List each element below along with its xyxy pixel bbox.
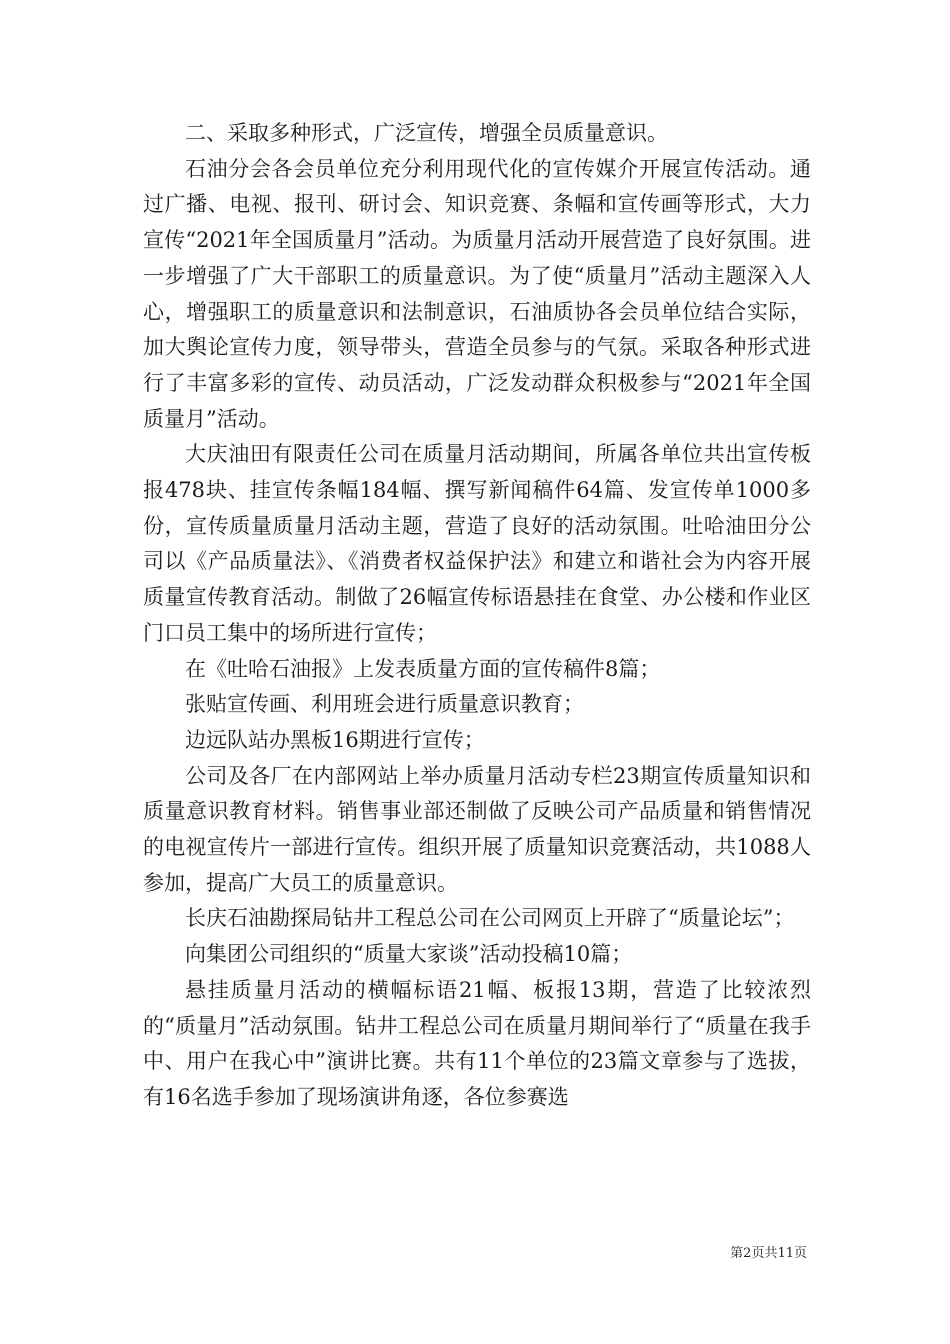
body-paragraph: 张贴宣传画、利用班会进行质量意识教育； [185, 692, 584, 717]
document-body [143, 116, 811, 1116]
section-heading: 二、采取多种形式，广泛宣传，增强全员质量意识。 [185, 121, 668, 145]
body-paragraph: 悬挂质量月活动的横幅标语21幅、板报13期，营造了比较浓烈的“质量月”活动氛围。钻井工程总公司在质量月期间举行了“质量在我手中、用户在我心中”演讲比赛。共有11个单位的23篇文章参与了选拔，有16名选手参加了现场演讲角逐，各位参赛选 [143, 977, 811, 1109]
body-paragraph: 石油分会各会员单位充分利用现代化的宣传媒介开展宣传活动。通过广播、电视、报刊、研讨会、知识竞赛、条幅和宣传画等形式，大力宣传“2021年全国质量月”活动。为质量月活动开展营造了良好氛围。进一步增强了广大干部职工的质量意识。为了使“质量月”活动主题深入人心，增强职工的质量意识和法制意识，石油质协各会员单位结合实际，加大舆论宣传力度，领导带头，营造全员参与的气氛。采取各种形式进行了丰富多彩的宣传、动员活动，广泛发动群众积极参与“2021年全国质量月”活动。 [143, 156, 811, 431]
body-paragraph: 长庆石油勘探局钻井工程总公司在公司网页上开辟了“质量论坛”； [185, 906, 795, 931]
body-paragraph: 向集团公司组织的“质量大家谈”活动投稿10篇； [185, 942, 633, 967]
body-paragraph: 边远队站办黑板16期进行宣传； [185, 727, 485, 752]
body-paragraph: 大庆油田有限责任公司在质量月活动期间，所属各单位共出宣传板报478块、挂宣传条幅184幅、撰写新闻稿件64篇、发宣传单1000多份，宣传质量质量月活动主题，营造了良好的活动氛围。吐哈油田分公司以《产品质量法》、《消费者权益保护法》和建立和谐社会为内容开展质量宣传教育活动。制做了26幅宣传标语悬挂在食堂、办公楼和作业区门口员工集中的场所进行宣传； [143, 442, 811, 645]
page-number: 第2页共11页 [730, 1246, 807, 1261]
body-paragraph: 在《吐哈石油报》上发表质量方面的宣传稿件8篇； [185, 656, 661, 681]
body-paragraph: 公司及各厂在内部网站上举办质量月活动专栏23期宣传质量知识和质量意识教育材料。销售事业部还制做了反映公司产品质量和销售情况的电视宣传片一部进行宣传。组织开展了质量知识竞赛活动，共1088人参加，提高广大员工的质量意识。 [143, 763, 811, 895]
